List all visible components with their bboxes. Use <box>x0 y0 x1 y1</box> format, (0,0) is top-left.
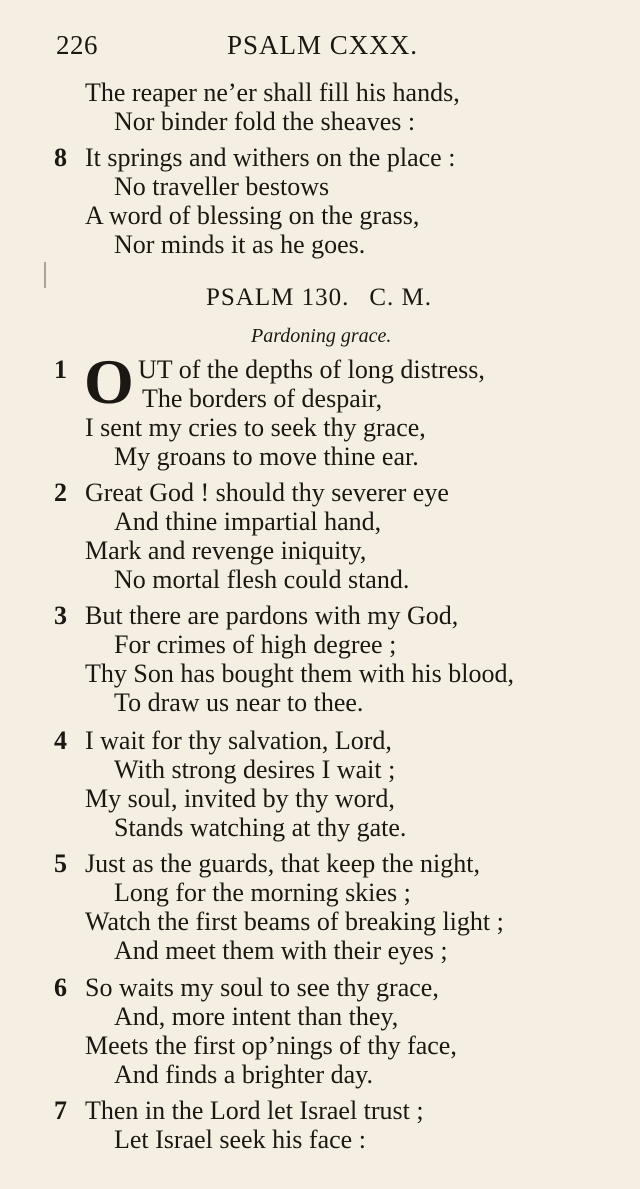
verse-line: And, more intent than they, <box>114 1002 399 1031</box>
verse-line: And meet them with their eyes ; <box>114 936 448 965</box>
verse-line: It springs and withers on the place : <box>85 143 456 172</box>
stanza-number: 2 <box>54 478 67 507</box>
verse-line: And thine impartial hand, <box>114 507 382 536</box>
verse-line: Long for the morning skies ; <box>114 878 411 907</box>
verse-line: And finds a brighter day. <box>114 1060 373 1089</box>
verse-line: For crimes of high degree ; <box>114 630 397 659</box>
verse-line: Meets the first op’nings of thy face, <box>85 1031 457 1060</box>
stanza-number: 8 <box>54 143 67 172</box>
psalm-meter: C. M. <box>369 284 433 311</box>
verse-line: No mortal flesh could stand. <box>114 565 410 594</box>
verse-line: My soul, invited by thy word, <box>85 784 395 813</box>
verse-line: Nor minds it as he goes. <box>114 230 366 259</box>
psalm-heading <box>206 284 432 312</box>
verse-line: With strong desires I wait ; <box>114 755 396 784</box>
verse-line: No traveller bestows <box>114 172 330 201</box>
verse-line: I wait for thy salvation, Lord, <box>85 726 392 755</box>
verse-line: Nor binder fold the sheaves : <box>114 107 416 136</box>
verse-line: But there are pardons with my God, <box>85 601 459 630</box>
running-head <box>0 30 640 70</box>
verse-line: So waits my soul to see thy grace, <box>85 973 439 1002</box>
verse-line: To draw us near to thee. <box>114 688 364 717</box>
verse-line: Let Israel seek his face : <box>114 1125 366 1154</box>
verse-line: The reaper ne’er shall fill his hands, <box>85 78 460 107</box>
margin-mark <box>44 262 46 288</box>
page-number: 226 <box>56 30 98 60</box>
verse-line: Just as the guards, that keep the night, <box>85 849 480 878</box>
stanza-number: 5 <box>54 849 67 878</box>
stanza-number: 4 <box>54 726 67 755</box>
stanza-number: 6 <box>54 973 67 1002</box>
verse-line: Mark and revenge iniquity, <box>85 536 367 565</box>
psalm-subtitle: Pardoning grace. <box>251 325 392 347</box>
verse-line: The borders of despair, <box>142 384 383 413</box>
verse-line: I sent my cries to seek thy grace, <box>85 413 426 442</box>
verse-line: Stands watching at thy gate. <box>114 813 407 842</box>
verse-line: Then in the Lord let Israel trust ; <box>85 1096 424 1125</box>
stanza-number: 1 <box>54 355 67 384</box>
verse-line: UT of the depths of long distress, <box>138 355 485 384</box>
psalm-number: PSALM 130. <box>206 284 350 311</box>
verse-line: Thy Son has bought them with his blood, <box>85 659 514 688</box>
running-title: PSALM CXXX. <box>227 30 419 60</box>
verse-line: My groans to move thine ear. <box>114 442 419 471</box>
verse-line: A word of blessing on the grass, <box>85 201 420 230</box>
drop-cap: O <box>84 346 134 417</box>
stanza-number: 7 <box>54 1096 67 1125</box>
verse-line: Watch the first beams of breaking light ; <box>85 907 504 936</box>
verse-line: Great God ! should thy severer eye <box>85 478 449 507</box>
stanza-number: 3 <box>54 601 67 630</box>
